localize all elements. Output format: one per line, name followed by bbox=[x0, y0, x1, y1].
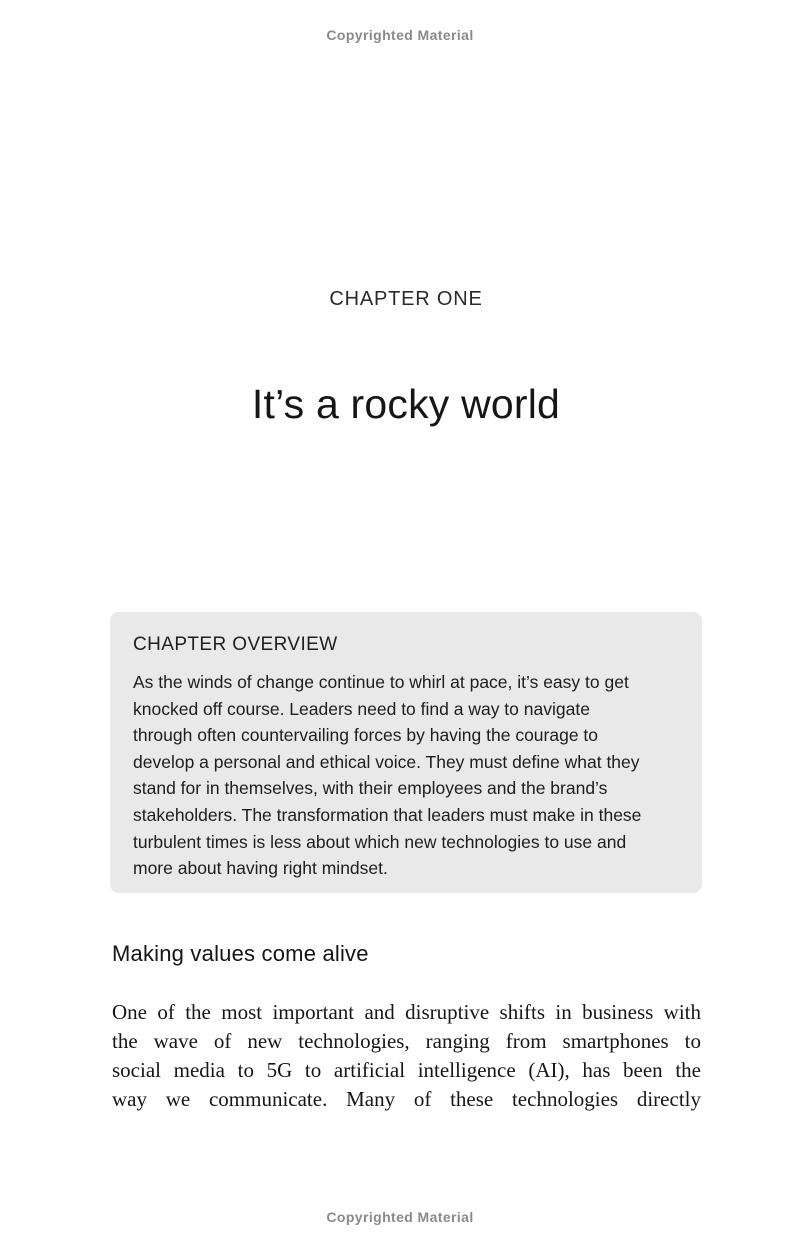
body-line: way we communicate. Many of these technologies directly bbox=[112, 1087, 701, 1111]
copyright-notice-bottom: Copyrighted Material bbox=[326, 1209, 474, 1225]
chapter-label: CHAPTER ONE bbox=[329, 288, 483, 310]
overview-line: through often countervailing forces by having the courage to bbox=[133, 725, 599, 746]
overview-line: turbulent times is less about which new technologies to use and bbox=[133, 831, 627, 852]
chapter-overview-heading: CHAPTER OVERVIEW bbox=[133, 634, 338, 655]
overview-line: more about having right mindset. bbox=[133, 858, 388, 879]
body-line: One of the most important and disruptive shifts in business with bbox=[112, 1000, 701, 1024]
overview-line: knocked off course. Leaders need to find a way to navigate bbox=[133, 698, 590, 719]
overview-line: As the winds of change continue to whirl at pace, it’s easy to get bbox=[133, 672, 629, 692]
body-paragraph bbox=[112, 998, 701, 1114]
chapter-overview-box bbox=[110, 612, 702, 893]
copyright-notice-top: Copyrighted Material bbox=[326, 27, 474, 43]
overview-line: stakeholders. The transformation that leaders must make in these bbox=[133, 804, 642, 825]
body-line: social media to 5G to artificial intelligence (AI), has been the bbox=[112, 1058, 701, 1082]
overview-line: develop a personal and ethical voice. They must define what they bbox=[133, 751, 640, 772]
body-line: the wave of new technologies, ranging from smartphones to bbox=[112, 1029, 701, 1053]
chapter-overview-text bbox=[133, 669, 678, 882]
section-heading: Making values come alive bbox=[112, 941, 369, 966]
chapter-title: It’s a rocky world bbox=[251, 381, 561, 427]
overview-line: stand for in themselves, with their employees and the brand’s bbox=[133, 778, 608, 799]
